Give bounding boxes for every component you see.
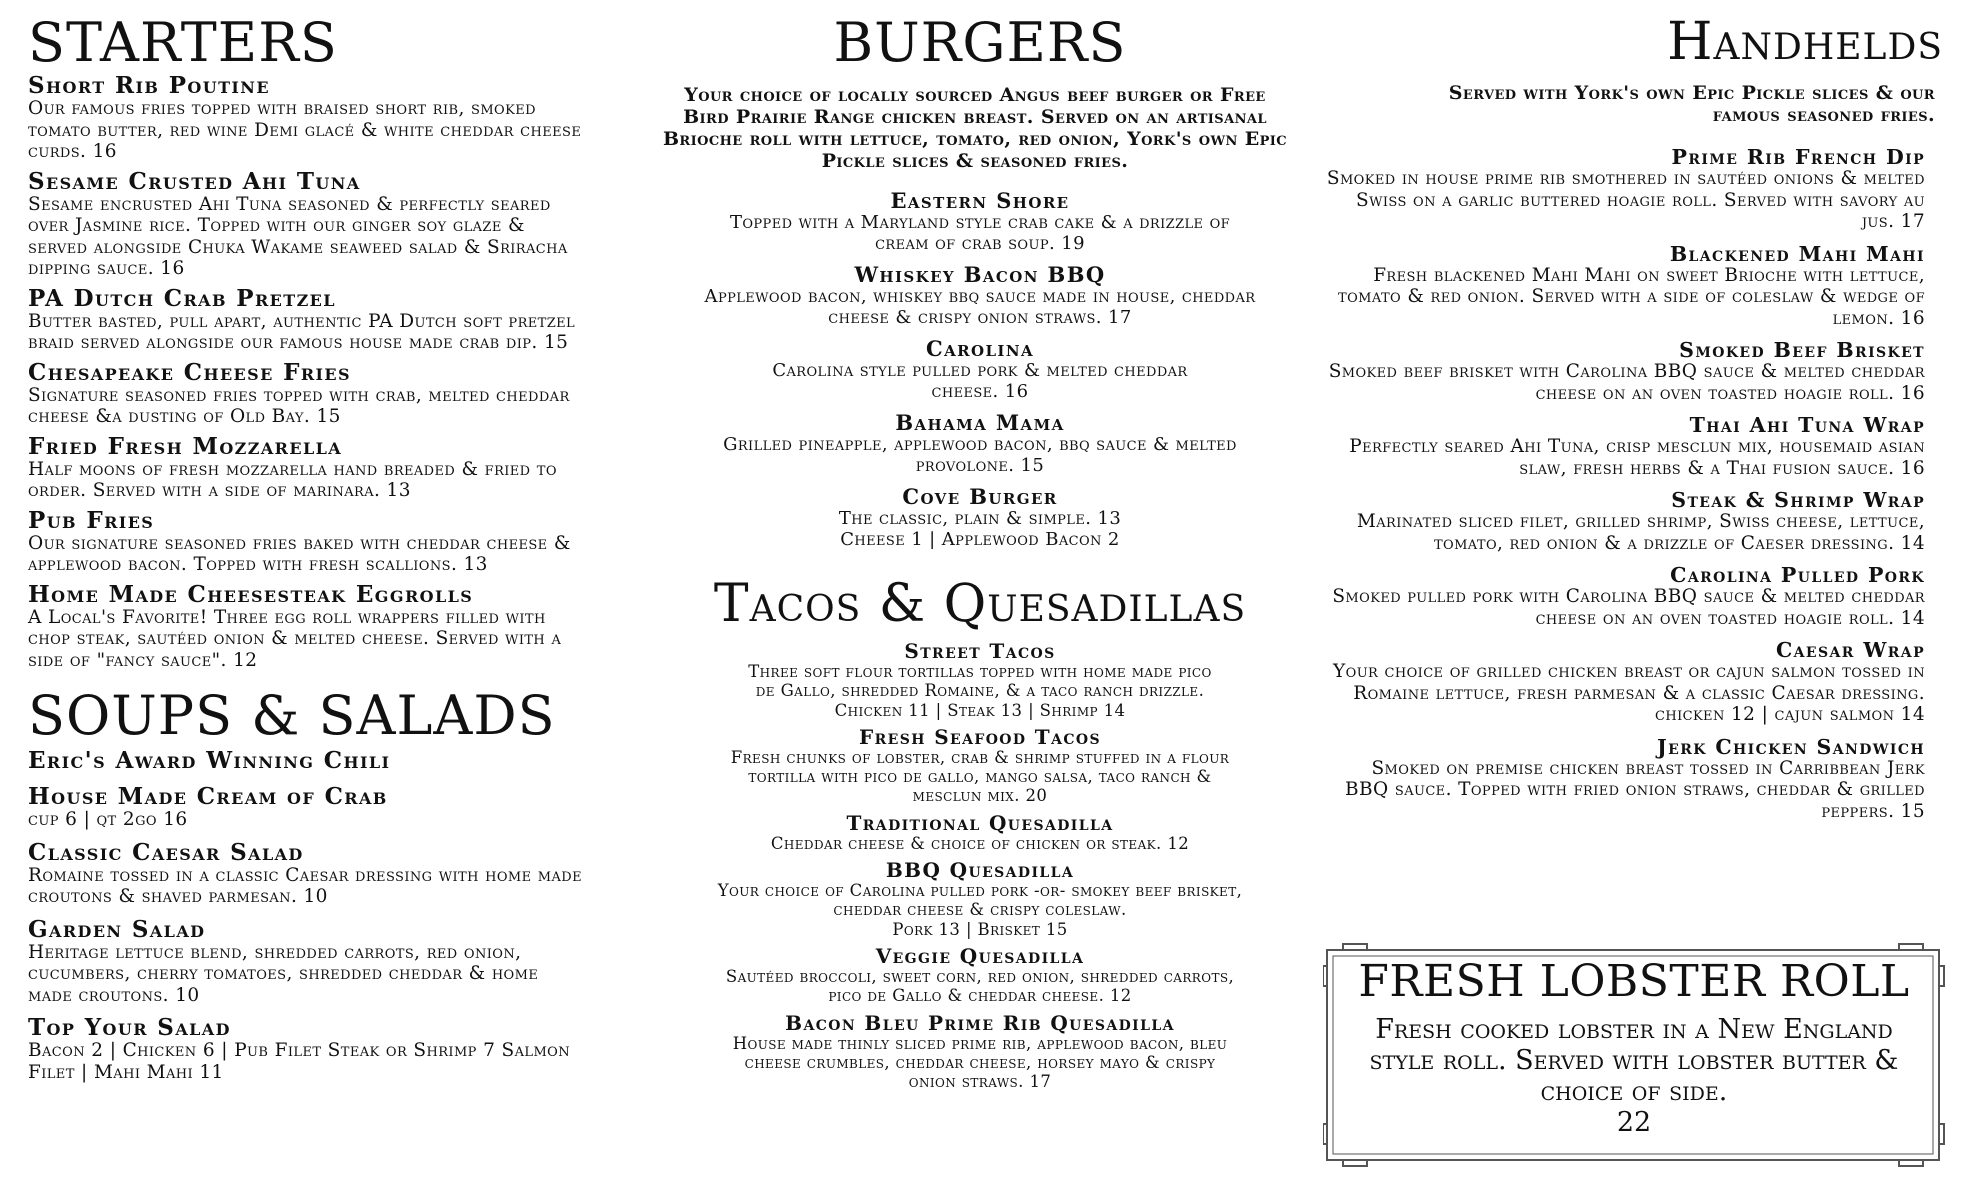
item-description: cup 6 | qt 2go 16 <box>28 809 188 830</box>
menu-item <box>28 284 588 354</box>
item-description: Smoked pulled pork with Carolina BBQ sauce & melted cheddar cheese on an oven toasted hoagie roll. 14 <box>1332 586 1925 629</box>
lobster-roll-title: FRESH LOBSTER ROLL <box>1358 956 1910 1007</box>
item-description: A Local's Favorite! Three egg roll wrappers filled with chop steak, sautéed onion & melted cheese. Served with a side of "fancy sauce". 12 <box>28 606 562 671</box>
menu-item <box>28 749 588 773</box>
lobster-roll-feature-box <box>1323 942 1945 1168</box>
item-description: Smoked in house prime rib smothered in sautéed onions & melted Swiss on a garlic buttered hoagie roll. Served with savory au jus. 17 <box>1326 168 1925 232</box>
item-description: Grilled pineapple, applewood bacon, bbq sauce & melted provolone. 15 <box>723 434 1237 476</box>
handhelds-intro: Served with York's own Epic Pickle slices & our famous seasoned fries. <box>1448 82 1935 126</box>
item-name: Smoked Beef Brisket <box>1679 338 1925 362</box>
item-name: BBQ Quesadilla <box>885 858 1075 883</box>
menu-item <box>28 432 588 502</box>
item-description: Romaine tossed in a classic Caesar dressing with home made croutons & shaved parmesan. 10 <box>28 864 582 907</box>
starters-list <box>28 74 588 671</box>
menu-item <box>650 945 1310 1006</box>
item-description: Our famous fries topped with braised short rib, smoked tomato butter, red wine Demi glacé & white cheddar cheese curds. 16 <box>28 98 582 162</box>
item-name: Carolina <box>926 336 1034 361</box>
item-name: Steak & Shrimp Wrap <box>1671 488 1925 512</box>
left-column <box>28 0 588 1083</box>
menu-item <box>650 412 1310 476</box>
menu-item <box>650 486 1310 550</box>
item-prices: Pork 13 | Brisket 15 <box>892 919 1068 939</box>
item-name: Chesapeake Cheese Fries <box>28 358 351 386</box>
menu-item <box>650 640 1310 720</box>
item-description: House made thinly sliced prime rib, applewood bacon, bleu cheese crumbles, cheddar cheese, horsey mayo & crispy onion straws. 17 <box>732 1033 1228 1092</box>
item-name: Bacon Bleu Prime Rib Quesadilla <box>785 1010 1175 1035</box>
item-description: Your choice of Carolina pulled pork -or- smokey beef brisket, cheddar cheese & crispy coleslaw. <box>717 881 1243 920</box>
item-name: Top Your Salad <box>28 1014 231 1041</box>
item-name: House Made Cream of Crab <box>28 783 388 810</box>
menu-item <box>28 785 588 831</box>
menu-item <box>650 264 1310 328</box>
item-description: Our signature seasoned fries baked with cheddar cheese & applewood bacon. Topped with fresh scallions. 13 <box>28 532 571 575</box>
item-description: The classic, plain & simple. 13 <box>838 508 1122 529</box>
item-description: Marinated sliced filet, grilled shrimp, Swiss cheese, lettuce, tomato, red onion & a drizzle of Caeser dressing. 14 <box>1356 511 1925 554</box>
tacos-quesadillas-heading: Tacos & Quesadillas <box>713 574 1247 634</box>
item-add-ons: Cheese 1 | Applewood Bacon 2 <box>840 529 1120 550</box>
menu-item <box>1325 736 1925 823</box>
item-name: Sesame Crusted Ahi Tuna <box>28 167 361 195</box>
item-name: Bahama Mama <box>895 410 1065 435</box>
handhelds-list <box>1325 146 1943 822</box>
item-name: Street Tacos <box>904 639 1056 663</box>
item-description: Sautéed broccoli, sweet corn, red onion, shredded carrots, pico de Gallo & cheddar cheese. 12 <box>725 966 1235 1006</box>
lobster-roll-price: 22 <box>1616 1107 1652 1139</box>
item-name: Jerk Chicken Sandwich <box>1657 734 1925 759</box>
menu-item <box>28 915 588 1007</box>
item-description: Carolina style pulled pork & melted cheddar cheese. 16 <box>772 360 1188 402</box>
item-description: Bacon 2 | Chicken 6 | Pub Filet Steak or Shrimp 7 Salmon Filet | Mahi Mahi 11 <box>28 1040 570 1083</box>
menu-item <box>1325 489 1925 554</box>
menu-item <box>1325 639 1925 726</box>
burgers-intro: Your choice of locally sourced Angus beef burger or Free Bird Prairie Range chicken breast. Served on an artisanal Brioche roll with lettuce, tomato, red onion, York's own Epic Pickle slices & seasoned fries. <box>662 84 1288 172</box>
item-description: Smoked beef brisket with Carolina BBQ sauce & melted cheddar cheese on an oven toasted hoagie roll. 16 <box>1328 361 1925 404</box>
menu-item <box>650 726 1310 806</box>
item-description: Smoked on premise chicken breast tossed in Carribbean Jerk BBQ sauce. Topped with fried onion straws, cheddar & grilled peppers. 15 <box>1345 757 1925 822</box>
menu-item <box>650 1012 1310 1092</box>
lobster-roll-content <box>1353 958 1915 1138</box>
item-name: Blackened Mahi Mahi <box>1669 241 1925 266</box>
item-description: Your choice of grilled chicken breast or cajun salmon tossed in Romaine lettuce, fresh parmesan & a classic Caesar dressing. <box>1333 661 1925 704</box>
item-name: Classic Caesar Salad <box>28 838 304 866</box>
menu-item <box>650 190 1310 254</box>
tacos-quesadillas-list <box>650 640 1310 1091</box>
item-name: Whiskey Bacon BBQ <box>854 262 1106 287</box>
item-name: Short Rib Poutine <box>28 72 270 99</box>
item-name: Garden Salad <box>28 915 206 943</box>
item-name: Cove Burger <box>902 484 1058 509</box>
menu-item <box>28 358 588 428</box>
soups-salads-list <box>28 749 588 1083</box>
item-name: Fresh Seafood Tacos <box>858 724 1101 749</box>
item-description: Butter basted, pull apart, authentic PA Dutch soft pretzel braid served alongside our famous house made crab dip. 15 <box>28 310 576 353</box>
item-description: Applewood bacon, whiskey bbq sauce made in house, cheddar cheese & crispy onion straws. 17 <box>704 286 1256 328</box>
item-name: Fried Fresh Mozzarella <box>28 432 343 460</box>
item-prices: chicken 12 | cajun salmon 14 <box>1654 704 1925 725</box>
item-name: Caesar Wrap <box>1775 638 1925 662</box>
item-description: Heritage lettuce blend, shredded carrots, red onion, cucumbers, cherry tomatoes, shredded cheddar & home made croutons. 10 <box>28 941 539 1006</box>
item-name: Eastern Shore <box>890 188 1070 213</box>
menu-item <box>28 167 588 280</box>
menu-item <box>28 1016 588 1083</box>
menu-item <box>28 74 588 163</box>
menu-item <box>28 506 588 576</box>
menu-item <box>1325 564 1925 629</box>
handhelds-heading: Handhelds <box>1667 12 1943 72</box>
menu-item <box>28 580 588 672</box>
item-description: Three soft flour tortillas topped with home made pico de Gallo, shredded Romaine, & a taco ranch drizzle. <box>748 662 1212 701</box>
item-description: Fresh chunks of lobster, crab & shrimp stuffed in a flour tortilla with pico de gallo, mango salsa, taco ranch & mesclun mix. 20 <box>730 747 1230 806</box>
lobster-roll-description: Fresh cooked lobster in a New England style roll. Served with lobster butter & choice of side. <box>1369 1014 1899 1108</box>
menu-item <box>650 812 1310 853</box>
item-name: Pub Fries <box>28 506 155 534</box>
burgers-list <box>650 190 1310 550</box>
item-prices: Chicken 11 | Steak 13 | Shrimp 14 <box>834 700 1126 720</box>
menu-item <box>650 859 1310 939</box>
item-name: Thai Ahi Tuna Wrap <box>1689 413 1925 437</box>
soups-salads-heading: SOUPS & SALADS <box>28 684 556 747</box>
item-description: Cheddar cheese & choice of chicken or steak. 12 <box>770 833 1190 853</box>
menu-item <box>1325 243 1925 330</box>
item-name: Veggie Quesadilla <box>875 943 1085 968</box>
menu-item <box>1325 414 1925 479</box>
item-description: Half moons of fresh mozzarella hand breaded & fried to order. Served with a side of marinara. 13 <box>28 458 557 501</box>
menu-item <box>1325 146 1925 233</box>
menu-item <box>1325 339 1925 404</box>
menu-item <box>650 338 1310 402</box>
item-description: Fresh blackened Mahi Mahi on sweet Brioche with lettuce, tomato & red onion. Served with a side of coleslaw & wedge of lemon. 16 <box>1338 264 1925 329</box>
item-name: Prime Rib French Dip <box>1671 145 1925 169</box>
item-name: PA Dutch Crab Pretzel <box>28 284 336 312</box>
item-name: Carolina Pulled Pork <box>1670 563 1925 587</box>
right-column <box>1325 0 1943 822</box>
item-description: Topped with a Maryland style crab cake & a drizzle of cream of crab soup. 19 <box>729 212 1231 254</box>
item-description: Sesame encrusted Ahi Tuna seasoned & perfectly seared over Jasmine rice. Topped with our ginger soy glaze & served alongside Chuka Wakame seaweed salad & Sriracha dipping sauce. 16 <box>28 193 568 279</box>
burgers-heading: BURGERS <box>833 11 1127 74</box>
middle-column <box>650 0 1310 1091</box>
item-name: Traditional Quesadilla <box>846 810 1114 835</box>
starters-heading: STARTERS <box>28 11 338 74</box>
menu-item <box>28 838 588 908</box>
item-description: Perfectly seared Ahi Tuna, crisp mesclun mix, housemaid asian slaw, fresh herbs & a Thai fusion sauce. 16 <box>1349 436 1925 479</box>
item-name: Eric's Award Winning Chili <box>28 747 391 774</box>
item-name: Home Made Cheesesteak Eggrolls <box>28 580 474 608</box>
item-description: Signature seasoned fries topped with crab, melted cheddar cheese &a dusting of Old Bay. 15 <box>28 384 570 427</box>
